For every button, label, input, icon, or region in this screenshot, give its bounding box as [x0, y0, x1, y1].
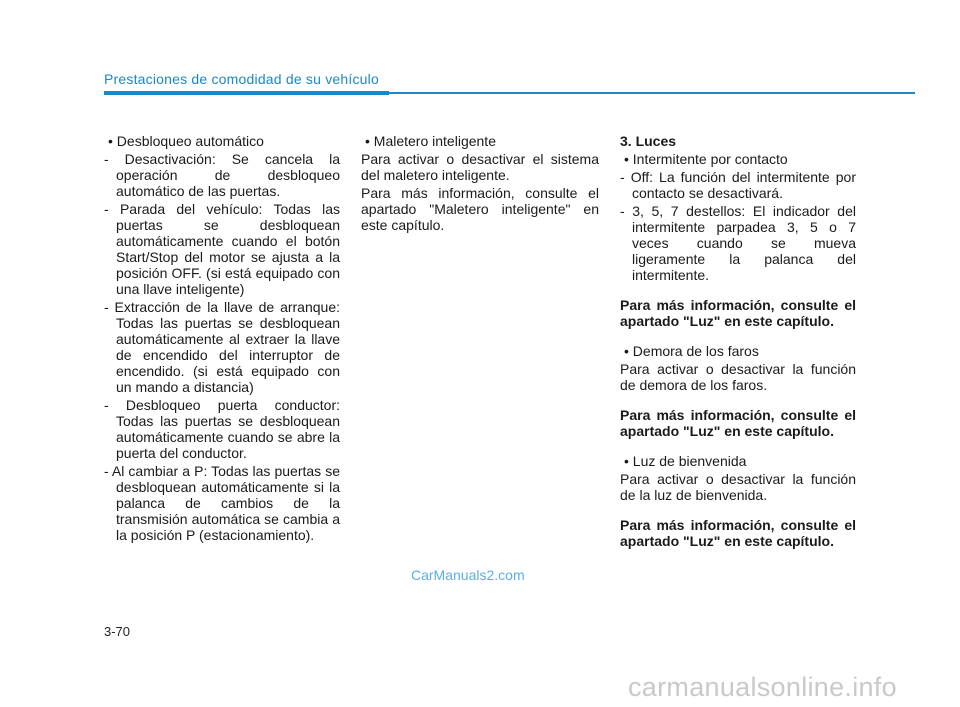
- dash-item: - Al cambiar a P: Todas las puertas se desbloquean automáticamente si la palanca de cambios de la transmisión automática se cambia a la posición P (estacionamiento).: [104, 463, 340, 543]
- bullet-headlight-delay: • Demora de los faros: [624, 343, 759, 359]
- page-number: 3-70: [104, 624, 131, 639]
- paragraph: Para activar o desactivar el sistema del maletero inteligente.: [361, 151, 599, 183]
- bullet-welcome-light: • Luz de bienvenida: [624, 453, 747, 469]
- column-middle: [361, 133, 599, 233]
- reference-note: Para más información, consulte el apartado "Luz" en este capítulo.: [620, 517, 856, 549]
- dash-item: - Desactivación: Se cancela la operación de desbloqueo automático de las puertas.: [104, 151, 340, 199]
- header-rule-dark: [104, 91, 389, 95]
- bullet-auto-unlock: • Desbloqueo automático: [108, 133, 264, 149]
- paragraph: Para activar o desactivar la función de demora de los faros.: [620, 361, 856, 393]
- paragraph: Para activar o desactivar la función de la luz de bienvenida.: [620, 471, 856, 503]
- column-left: [104, 133, 340, 543]
- header-rule-light: [389, 92, 915, 94]
- section-title: Prestaciones de comodidad de su vehículo: [104, 71, 379, 87]
- reference-note: Para más información, consulte el apartado "Luz" en este capítulo.: [620, 407, 856, 439]
- bullet-one-touch-turn: • Intermitente por contacto: [624, 151, 788, 167]
- dash-item: - Desbloqueo puerta conductor: Todas las puertas se desbloquean automáticamente cuando se abre la puerta del conductor.: [104, 397, 340, 461]
- dash-item: - Extracción de la llave de arranque: Todas las puertas se desbloquean automáticamente al extraer la llave de encendido del interruptor de encendido. (si está equipado con un mando a distancia): [104, 299, 340, 395]
- column-right: [620, 133, 856, 549]
- dash-item: - Parada del vehículo: Todas las puertas se desbloquean automáticamente cuando el botón Start/Stop del motor se ajusta a la posición OFF. (si está equipado con una llave inteligente): [104, 201, 340, 297]
- reference-note: Para más información, consulte el apartado "Luz" en este capítulo.: [620, 297, 856, 329]
- paragraph: Para más información, consulte el apartado "Maletero inteligente" en este capítulo.: [361, 185, 599, 233]
- heading-lights: 3. Luces: [620, 133, 677, 149]
- bullet-smart-trunk: • Maletero inteligente: [365, 133, 496, 149]
- dash-item: - 3, 5, 7 destellos: El indicador del intermitente parpadea 3, 5 o 7 veces cuando se mueva ligeramente la palanca del intermitente.: [620, 203, 856, 283]
- dash-item: - Off: La función del intermitente por contacto se desactivará.: [620, 169, 856, 201]
- watermark-link[interactable]: CarManuals2.com: [411, 567, 525, 583]
- footer-watermark: carmanualsonline.info: [628, 672, 897, 702]
